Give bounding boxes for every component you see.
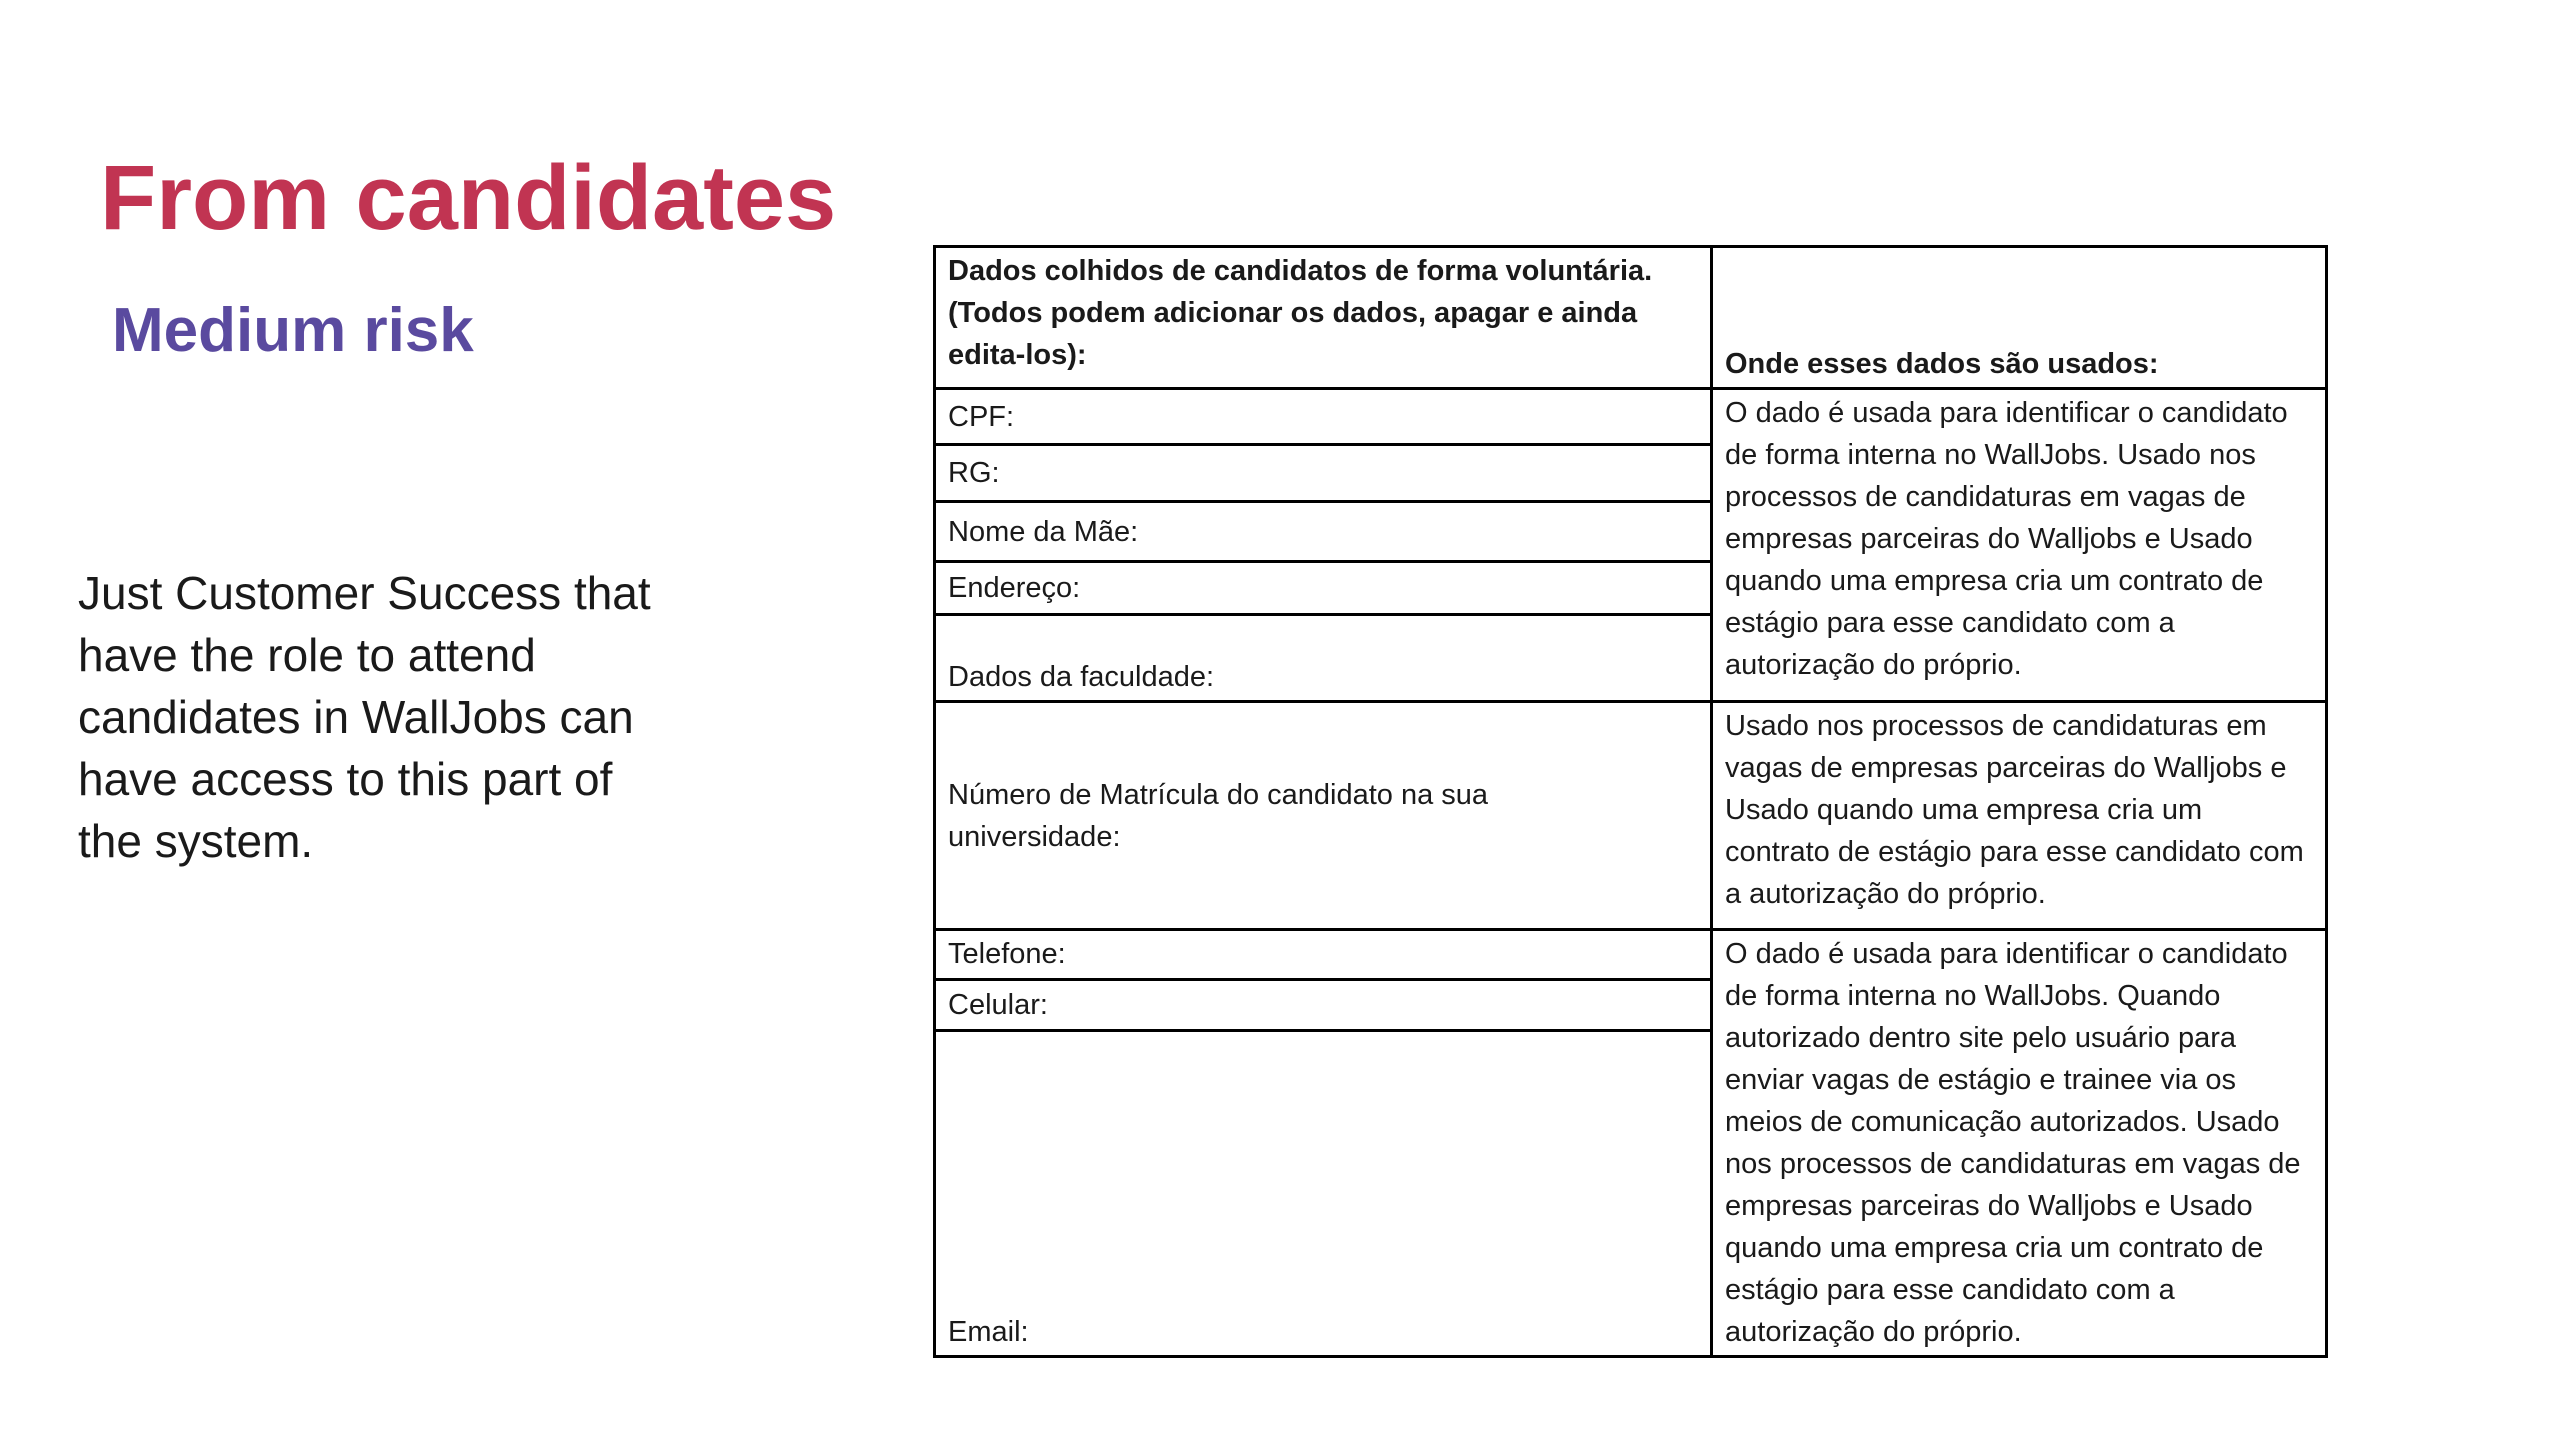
field-college-data-cell: Dados da faculdade: bbox=[935, 615, 1712, 702]
slide-title: From candidates bbox=[100, 147, 837, 249]
field-cpf-cell: CPF: bbox=[935, 389, 1712, 445]
usage-identity-cell: O dado é usada para identificar o candidato de forma interna no WallJobs. Usado nos processos de candidaturas em vagas de empresas parceiras do Walljobs e Usado quando uma empresa cria um contrato de estágio para esse candidato com a autorização do próprio. bbox=[1712, 389, 2327, 702]
candidate-data-table bbox=[933, 245, 2328, 1358]
table-row bbox=[935, 389, 2327, 445]
field-mother-name-cell: Nome da Mãe: bbox=[935, 502, 1712, 562]
table-row bbox=[935, 702, 2327, 930]
enrollment-number-label: Número de Matrícula do candidato na sua universidade: bbox=[948, 778, 1489, 853]
collected-data-header-cell: Dados colhidos de candidatos de forma voluntária. (Todos podem adicionar os dados, apagar e ainda edita-los): bbox=[935, 247, 1712, 389]
field-rg-cell: RG: bbox=[935, 445, 1712, 502]
access-note-text: Just Customer Success that have the role to attend candidates in WallJobs can have access to this part of the system. bbox=[78, 567, 651, 867]
table-header-row bbox=[935, 247, 2327, 389]
usage-header-cell: Onde esses dados são usados: bbox=[1712, 247, 2327, 389]
risk-level-subtitle: Medium risk bbox=[112, 296, 474, 365]
usage-contact-cell: O dado é usada para identificar o candidato de forma interna no WallJobs. Quando autorizado dentro site pelo usuário para enviar vagas de estágio e trainee via os meios de comunicação autorizados. Usado nos processos de candidaturas em vagas de empresas parceiras do Walljobs e Usado quando uma empresa cria um contrato de estágio para esse candidato com a autorização do próprio. bbox=[1712, 930, 2327, 1357]
usage-applications-cell: Usado nos processos de candidaturas em vagas de empresas parceiras do Walljobs e Usado quando uma empresa cria um contrato de estágio para esse candidato com a autorização do próprio. bbox=[1712, 702, 2327, 930]
field-address-cell: Endereço: bbox=[935, 562, 1712, 615]
field-mobile-cell: Celular: bbox=[935, 979, 1712, 1031]
table-row bbox=[935, 930, 2327, 980]
field-enrollment-number-cell bbox=[935, 702, 1712, 930]
field-email-cell: Email: bbox=[935, 1031, 1712, 1357]
field-telephone-cell: Telefone: bbox=[935, 930, 1712, 980]
